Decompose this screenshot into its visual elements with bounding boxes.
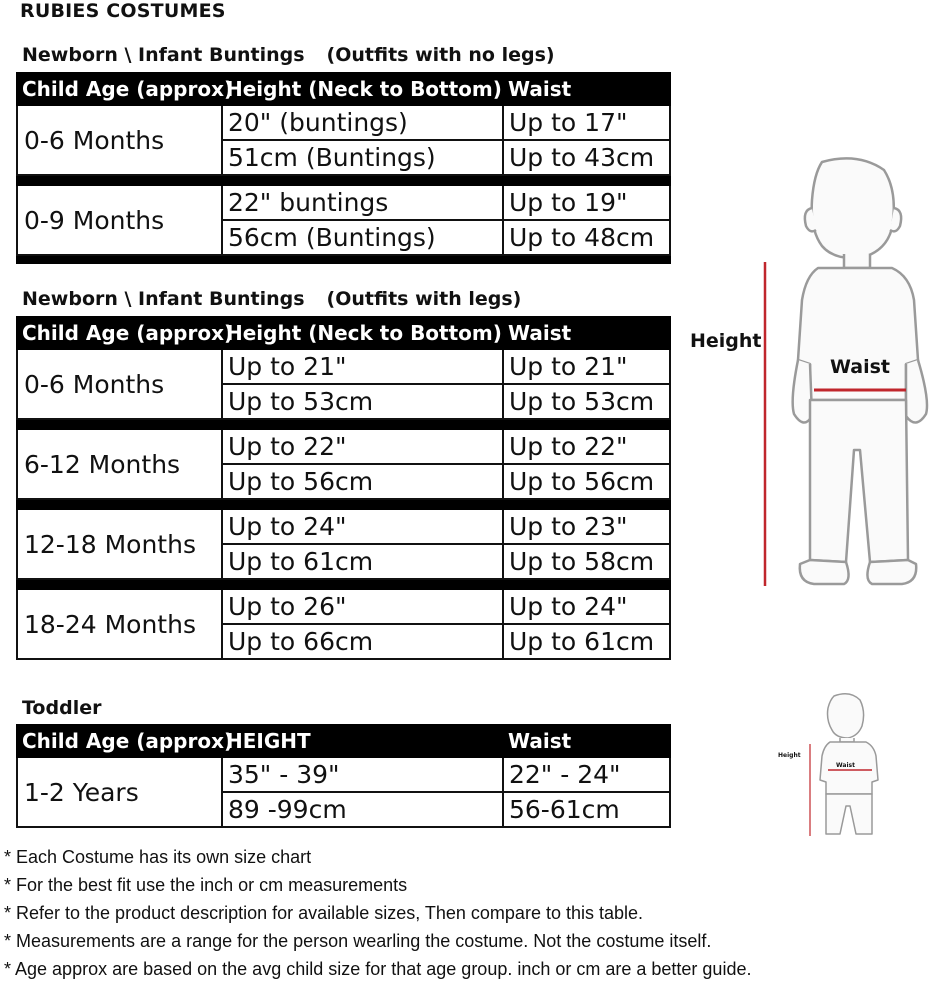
age-cell: 1-2 Years [24,777,139,807]
waist-label-small: Waist [836,762,855,769]
row-separator [16,176,671,186]
table-row [16,106,671,176]
waist-inch-cell: Up to 22" [509,432,628,461]
height-inch-cell: Up to 22" [228,432,347,461]
row-separator [16,420,671,430]
section-note: (Outfits with legs) [326,288,522,310]
waist-inch-cell: Up to 23" [509,512,628,541]
height-cm-cell: Up to 66cm [228,627,374,656]
waist-cm-cell: Up to 43cm [509,143,655,172]
footnote: * Measurements are a range for the person wearling the costume. Not the costume itself. [4,931,712,951]
height-inch-cell: 22" buntings [228,188,389,217]
col-header-age: Child Age (approx) [22,729,234,753]
table-row [16,430,671,500]
height-inch-cell: 35" - 39" [228,760,340,789]
section-title-text: Newborn \ Infant Buntings [22,288,305,310]
age-cell: 12-18 Months [24,529,196,559]
child-measurement-figure [690,150,943,610]
col-header-height: Height (Neck to Bottom) [226,77,502,101]
table-row [16,758,671,828]
col-header-waist: Waist [508,77,572,101]
waist-inch-cell: Up to 21" [509,352,628,381]
col-header-height: Height (Neck to Bottom) [226,321,502,345]
row-separator [16,256,671,264]
height-cm-cell: Up to 56cm [228,467,374,496]
height-cm-cell: Up to 53cm [228,387,374,416]
col-header-waist: Waist [508,321,572,345]
height-cm-cell: 51cm (Buntings) [228,143,436,172]
height-label-small: Height [778,752,801,759]
height-cm-cell: 56cm (Buntings) [228,223,436,252]
waist-cm-cell: Up to 61cm [509,627,655,656]
waist-inch-cell: 22" - 24" [509,760,621,789]
child-outline-illustration [760,150,943,610]
footnote: * For the best fit use the inch or cm measurements [4,875,408,895]
col-header-age: Child Age (approx) [22,77,234,101]
waist-cm-cell: Up to 48cm [509,223,655,252]
col-header-age: Child Age (approx) [22,321,234,345]
size-table-with-legs [16,316,671,660]
row-separator [16,580,671,590]
table-row [16,186,671,256]
height-inch-cell: Up to 26" [228,592,347,621]
section-title-no-legs [22,44,555,66]
height-cm-cell: Up to 61cm [228,547,374,576]
col-header-waist: Waist [508,729,572,753]
table-header [16,724,671,758]
waist-inch-cell: Up to 17" [509,108,628,137]
table-row [16,350,671,420]
height-inch-cell: 20" (buntings) [228,108,408,137]
height-label: Height [690,330,762,352]
section-note: (Outfits with no legs) [326,44,555,66]
waist-cm-cell: 56-61cm [509,795,620,824]
table-row [16,590,671,660]
waist-cm-cell: Up to 58cm [509,547,655,576]
age-cell: 6-12 Months [24,449,181,479]
age-cell: 18-24 Months [24,609,196,639]
height-inch-cell: Up to 21" [228,352,347,381]
height-inch-cell: Up to 24" [228,512,347,541]
footnote: * Age approx are based on the avg child size for that age group. inch or cm are a better guide. [4,959,752,979]
section-title-text: Newborn \ Infant Buntings [22,44,305,66]
section-title-text: Toddler [22,697,102,719]
waist-inch-cell: Up to 19" [509,188,628,217]
age-cell: 0-6 Months [24,369,165,399]
row-separator [16,500,671,510]
table-row [16,510,671,580]
child-measurement-figure-small [778,690,890,840]
section-title-with-legs [22,288,521,310]
waist-cm-cell: Up to 56cm [509,467,655,496]
age-cell: 0-9 Months [24,205,165,235]
brand-title: RUBIES COSTUMES [20,0,226,22]
age-cell: 0-6 Months [24,125,165,155]
waist-cm-cell: Up to 53cm [509,387,655,416]
size-table-toddler [16,724,671,828]
size-table-no-legs [16,72,671,264]
col-header-height: HEIGHT [226,729,311,753]
footnote: * Refer to the product description for available sizes, Then compare to this table. [4,903,644,923]
table-header [16,316,671,350]
waist-inch-cell: Up to 24" [509,592,628,621]
height-cm-cell: 89 -99cm [228,795,347,824]
footnote: * Each Costume has its own size chart [4,847,312,867]
waist-label: Waist [830,356,891,378]
section-title-toddler [22,697,101,719]
table-header [16,72,671,106]
